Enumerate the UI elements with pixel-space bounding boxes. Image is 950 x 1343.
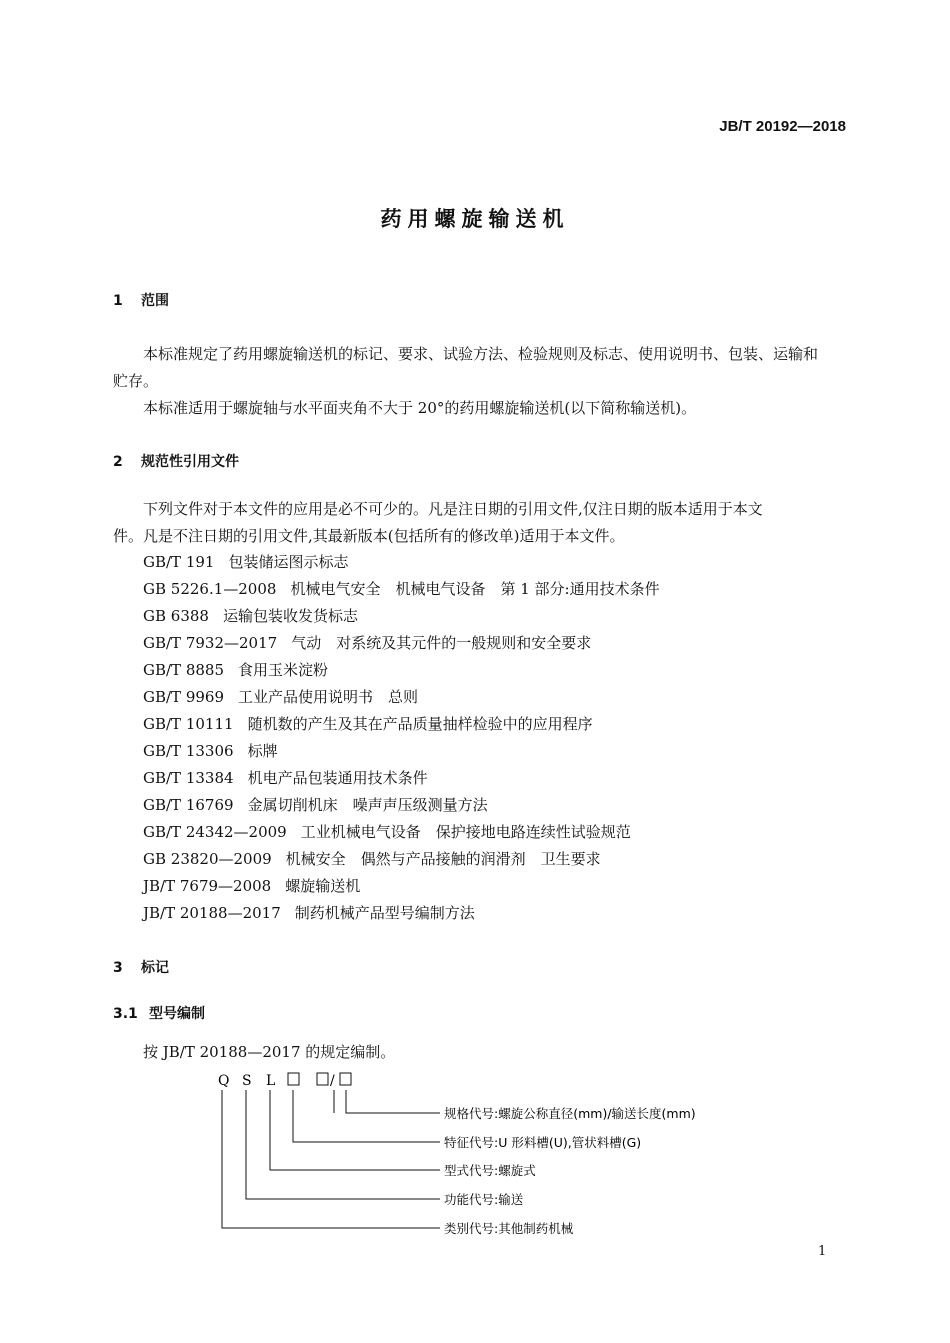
reference-title: 工业机械电气设备 保护接地电路连续性试验规范 — [300, 823, 631, 841]
reference-code: GB/T 24342—2009 — [143, 823, 287, 841]
leader-line — [346, 1090, 440, 1113]
reference-code: GB/T 13306 — [143, 742, 234, 760]
reference-item — [143, 875, 360, 896]
section-title: 规范性引用文件 — [141, 454, 239, 470]
model-code-diagram — [200, 1060, 760, 1240]
text-line: 下列文件对于本文件的应用是必不可少的。凡是注日期的引用文件,仅注日期的版本适用于本文 — [143, 500, 763, 518]
text-line: 件。凡是不注日期的引用文件,其最新版本(包括所有的修改单)适用于本文件。 — [113, 527, 625, 545]
reference-code: GB/T 191 — [143, 553, 215, 571]
reference-title: 运输包装收发货标志 — [222, 607, 358, 625]
reference-title: 随机数的产生及其在产品质量抽样检验中的应用程序 — [247, 715, 593, 733]
reference-code: GB 23820—2009 — [143, 850, 272, 868]
reference-item — [143, 686, 418, 707]
reference-title: 标牌 — [247, 742, 278, 760]
reference-item — [143, 578, 660, 599]
reference-code: JB/T 7679—2008 — [143, 877, 272, 895]
reference-item — [143, 632, 591, 653]
reference-title: 食用玉米淀粉 — [238, 661, 329, 679]
reference-title: 机电产品包装通用技术条件 — [247, 769, 428, 787]
reference-item — [143, 740, 278, 761]
page-number: 1 — [818, 1244, 827, 1259]
reference-title: 制药机械产品型号编制方法 — [294, 904, 475, 922]
reference-code: GB/T 16769 — [143, 796, 234, 814]
label-feature-code: 特征代号:U 形料槽(U),管状料槽(G) — [444, 1135, 642, 1150]
section-1-heading — [113, 290, 169, 310]
references-intro — [113, 496, 853, 550]
document-title: 药用螺旋输送机 — [380, 207, 570, 231]
reference-title: 气动 对系统及其元件的一般规则和安全要求 — [291, 634, 592, 652]
code-slash: / — [330, 1073, 335, 1089]
placeholder-box — [317, 1073, 328, 1085]
reference-title: 机械电气安全 机械电气设备 第 1 部分:通用技术条件 — [290, 580, 660, 598]
reference-code: GB/T 13384 — [143, 769, 234, 787]
reference-item — [143, 902, 475, 923]
standard-number: JB/T 20192—2018 — [719, 118, 846, 135]
section-3-heading — [113, 957, 169, 977]
reference-item — [143, 767, 428, 788]
reference-item — [143, 713, 593, 734]
leader-line — [246, 1090, 440, 1199]
reference-item — [143, 794, 488, 815]
section-number: 1 — [113, 293, 123, 309]
placeholder-box — [288, 1073, 299, 1085]
code-letter-q: Q — [218, 1073, 230, 1089]
reference-code: GB/T 8885 — [143, 661, 225, 679]
scope-paragraph-2: 本标准适用于螺旋轴与水平面夹角不大于 20°的药用螺旋输送机(以下简称输送机)。 — [143, 399, 697, 417]
subsection-title: 型号编制 — [149, 1006, 205, 1022]
section-2-heading — [113, 451, 239, 471]
reference-title: 金属切削机床 噪声声压级测量方法 — [247, 796, 488, 814]
reference-title: 包装储运图示标志 — [228, 553, 349, 571]
scope-paragraph-1 — [113, 341, 853, 395]
leader-line — [222, 1090, 440, 1228]
section-number: 3 — [113, 960, 123, 976]
reference-code: JB/T 20188—2017 — [143, 904, 281, 922]
leader-line — [293, 1090, 440, 1142]
section-number: 2 — [113, 454, 123, 470]
reference-code: GB/T 10111 — [143, 715, 234, 733]
section-title: 范围 — [141, 293, 169, 309]
reference-code: GB 5226.1—2008 — [143, 580, 277, 598]
code-letter-s: S — [242, 1073, 252, 1089]
code-letter-l: L — [266, 1073, 276, 1089]
text-line: 本标准规定了药用螺旋输送机的标记、要求、试验方法、检验规则及标志、使用说明书、包装、运输和 — [143, 345, 819, 363]
leader-line — [270, 1090, 440, 1170]
reference-item — [143, 605, 358, 626]
reference-item — [143, 848, 601, 869]
model-rule-text: 按 JB/T 20188—2017 的规定编制。 — [143, 1043, 396, 1061]
subsection-number: 3.1 — [113, 1006, 138, 1022]
reference-item — [143, 551, 348, 572]
reference-title: 螺旋输送机 — [285, 877, 361, 895]
reference-title: 工业产品使用说明书 总则 — [238, 688, 419, 706]
reference-title: 机械安全 偶然与产品接触的润滑剂 卫生要求 — [285, 850, 601, 868]
label-type-code: 型式代号:螺旋式 — [444, 1163, 536, 1178]
reference-code: GB 6388 — [143, 607, 209, 625]
placeholder-box — [340, 1073, 351, 1085]
reference-item — [143, 659, 328, 680]
label-spec-code: 规格代号:螺旋公称直径(mm)/输送长度(mm) — [444, 1106, 696, 1121]
reference-item — [143, 821, 631, 842]
reference-code: GB/T 7932—2017 — [143, 634, 278, 652]
text-line: 贮存。 — [113, 372, 159, 390]
reference-code: GB/T 9969 — [143, 688, 225, 706]
section-title: 标记 — [141, 960, 169, 976]
subsection-3-1-heading — [113, 1003, 205, 1023]
label-function-code: 功能代号:输送 — [444, 1192, 524, 1207]
label-category-code: 类别代号:其他制药机械 — [444, 1221, 574, 1236]
